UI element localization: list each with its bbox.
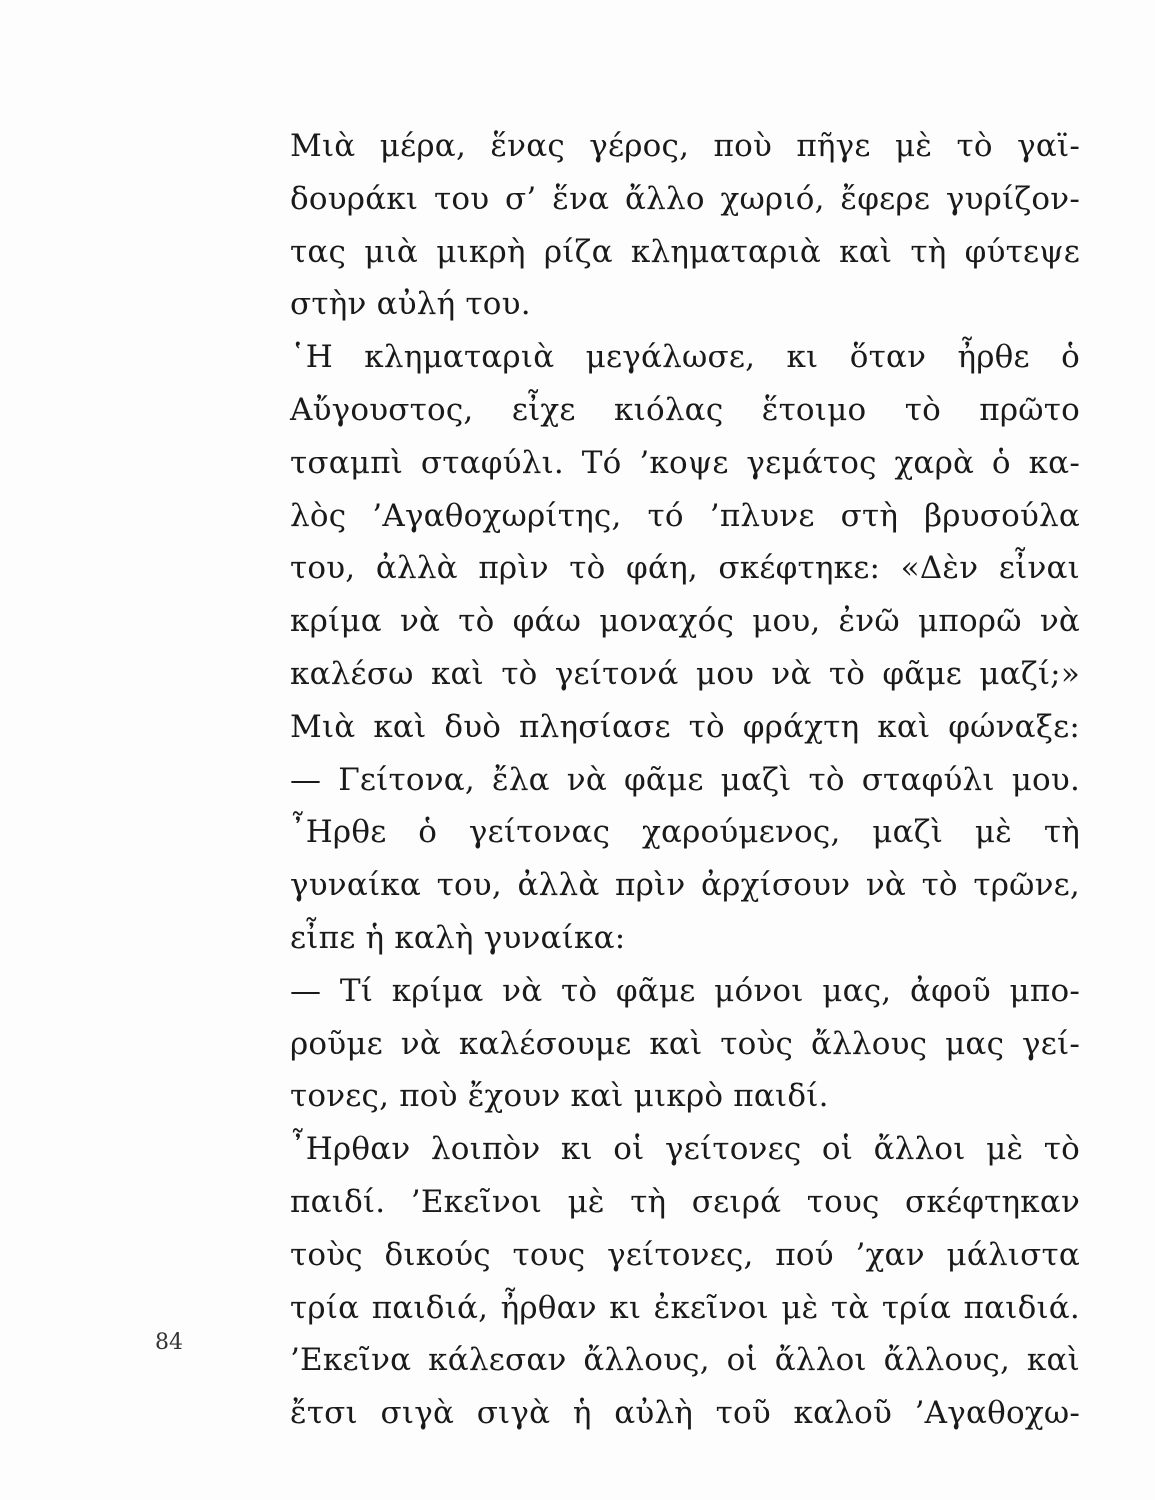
text-line: του, ἀλλὰ πρὶν τὸ φάη, σκέφτηκε: «Δὲν εἶναι — [290, 550, 1080, 587]
text-line: δουράκι του σ’ ἕνα ἄλλο χωριό, ἔφερε γυρίζον- — [290, 180, 1080, 217]
text-line: Μιὰ καὶ δυὸ πλησίασε τὸ φράχτη καὶ φώναξε: — [290, 708, 1080, 745]
text-line: — Τί κρίμα νὰ τὸ φᾶμε μόνοι μας, ἀφοῦ μπο- — [290, 972, 1080, 1009]
text-line: τσαμπὶ σταφύλι. Τό ’κοψε γεμάτος χαρὰ ὁ κα- — [290, 444, 1080, 481]
text-line: ῾Η κληματαριὰ μεγάλωσε, κι ὅταν ἦρθε ὁ — [290, 339, 1080, 376]
text-line: ἔτσι σιγὰ σιγὰ ἡ αὐλὴ τοῦ καλοῦ ’Αγαθοχω- — [290, 1395, 1080, 1432]
text-line: παιδί. ’Εκεῖνοι μὲ τὴ σειρά τους σκέφτηκαν — [290, 1183, 1080, 1220]
text-line: ῏Ηρθαν λοιπὸν κι οἱ γείτονες οἱ ἄλλοι μὲ τὸ — [290, 1131, 1080, 1168]
body-text — [290, 120, 1080, 1440]
text-line: Μιὰ μέρα, ἕνας γέρος, ποὺ πῆγε μὲ τὸ γαϊ- — [290, 128, 1080, 164]
text-line: — Γείτονα, ἔλα νὰ φᾶμε μαζὶ τὸ σταφύλι μου. — [290, 761, 1080, 798]
text-line: καλέσω καὶ τὸ γείτονά μου νὰ τὸ φᾶμε μαζί;» — [290, 655, 1080, 692]
text-line: λὸς ’Αγαθοχωρίτης, τό ’πλυνε στὴ βρυσούλα — [290, 497, 1080, 534]
text-line: εἶπε ἡ καλὴ γυναίκα: — [290, 919, 626, 956]
text-line: ’Εκεῖνα κάλεσαν ἄλλους, οἱ ἄλλοι ἄλλους, καὶ — [290, 1342, 1080, 1379]
text-line: κρίμα νὰ τὸ φάω μοναχός μου, ἐνῶ μπορῶ νὰ — [290, 603, 1080, 640]
page-number: 84 — [155, 1330, 183, 1355]
text-line: Αὔγουστος, εἶχε κιόλας ἕτοιμο τὸ πρῶτο — [290, 391, 1080, 428]
text-line: στὴν αὐλή του. — [290, 286, 531, 323]
text-line: ροῦμε νὰ καλέσουμε καὶ τοὺς ἄλλους μας γεί- — [290, 1025, 1080, 1062]
text-line: ῏Ηρθε ὁ γείτονας χαρούμενος, μαζὶ μὲ τὴ — [290, 814, 1080, 851]
text-line: τονες, ποὺ ἔχουν καὶ μικρὸ παιδί. — [290, 1078, 829, 1115]
text-line: τοὺς δικούς τους γείτονες, πού ’χαν μάλιστα — [290, 1236, 1080, 1273]
text-line: γυναίκα του, ἀλλὰ πρὶν ἀρχίσουν νὰ τὸ τρῶνε, — [290, 867, 1080, 904]
text-line: τας μιὰ μικρὴ ρίζα κληματαριὰ καὶ τὴ φύτεψε — [290, 233, 1080, 270]
text-line: τρία παιδιά, ἦρθαν κι ἐκεῖνοι μὲ τὰ τρία παιδιά. — [290, 1289, 1080, 1326]
